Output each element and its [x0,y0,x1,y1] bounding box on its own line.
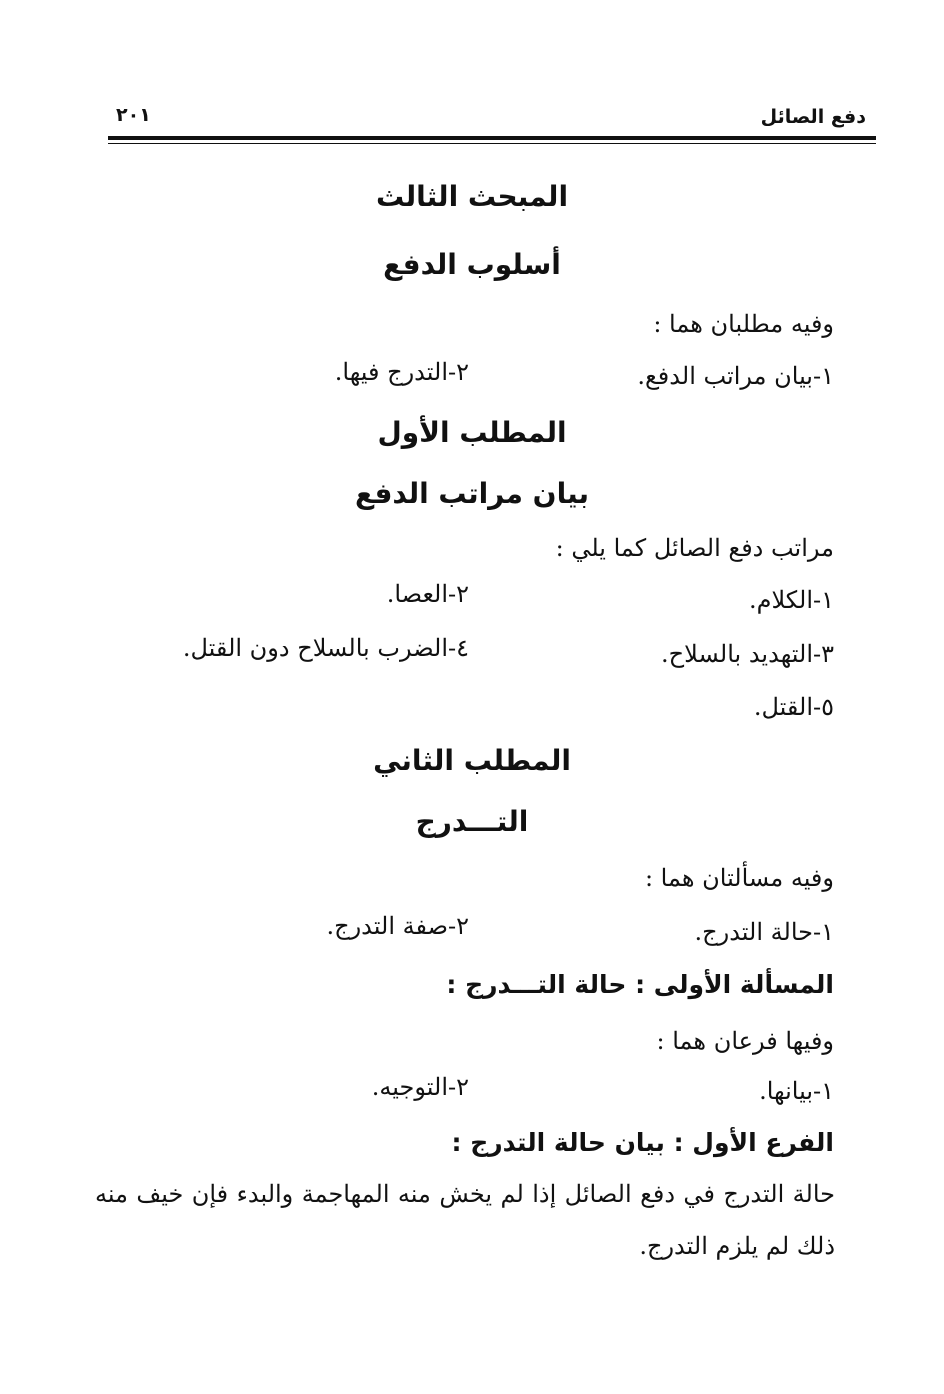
rank-item-4: ٤-الضرب بالسلاح دون القتل. [182,634,469,662]
header-rule-thin [108,143,876,144]
header-rule-thick [108,136,876,140]
rank-item-5: ٥-القتل. [753,693,834,721]
first-requirement-subtitle: بيان مراتب الدفع [354,477,590,510]
branch-item-1: ١-بيانها. [759,1077,834,1105]
second-requirement-intro: وفيه مسألتان هما : [644,864,834,892]
page-header [108,100,876,140]
rank-item-2: ٢-العصا. [386,580,469,608]
first-issue-intro: وفيها فرعان هما : [656,1027,834,1055]
section-item-2: ٢-التدرج فيها. [334,358,469,386]
first-branch-title: الفرع الأول : بيان حالة التدرج : [451,1128,834,1157]
page-number: ٢٠١ [116,104,151,126]
rank-item-1: ١-الكلام. [748,586,834,614]
second-requirement-title: المطلب الثاني [373,744,571,777]
first-issue-title: المسألة الأولى : حالة التـــدرج : [446,970,834,999]
first-requirement-intro: مراتب دفع الصائل كما يلي : [555,534,834,562]
gradation-item-1: ١-حالة التدرج. [694,918,834,946]
section-subtitle: أسلوب الدفع [383,248,561,281]
rank-item-3: ٣-التهديد بالسلاح. [661,640,834,668]
gradation-item-2: ٢-صفة التدرج. [326,912,469,940]
section-intro: وفيه مطلبان هما : [653,310,834,338]
first-branch-paragraph: حالة التدرج في دفع الصائل إذا لم يخش منه المهاجمة والبدء فإن خيف منه ذلك لم يلزم التدرج. [95,1180,835,1260]
second-requirement-subtitle: التـــدرج [415,805,529,838]
first-requirement-title: المطلب الأول [377,416,567,449]
section-item-1: ١-بيان مراتب الدفع. [637,362,834,390]
branch-item-2: ٢-التوجيه. [371,1073,469,1101]
section-title: المبحث الثالث [375,180,569,213]
running-title: دفع الصائل [760,106,866,128]
